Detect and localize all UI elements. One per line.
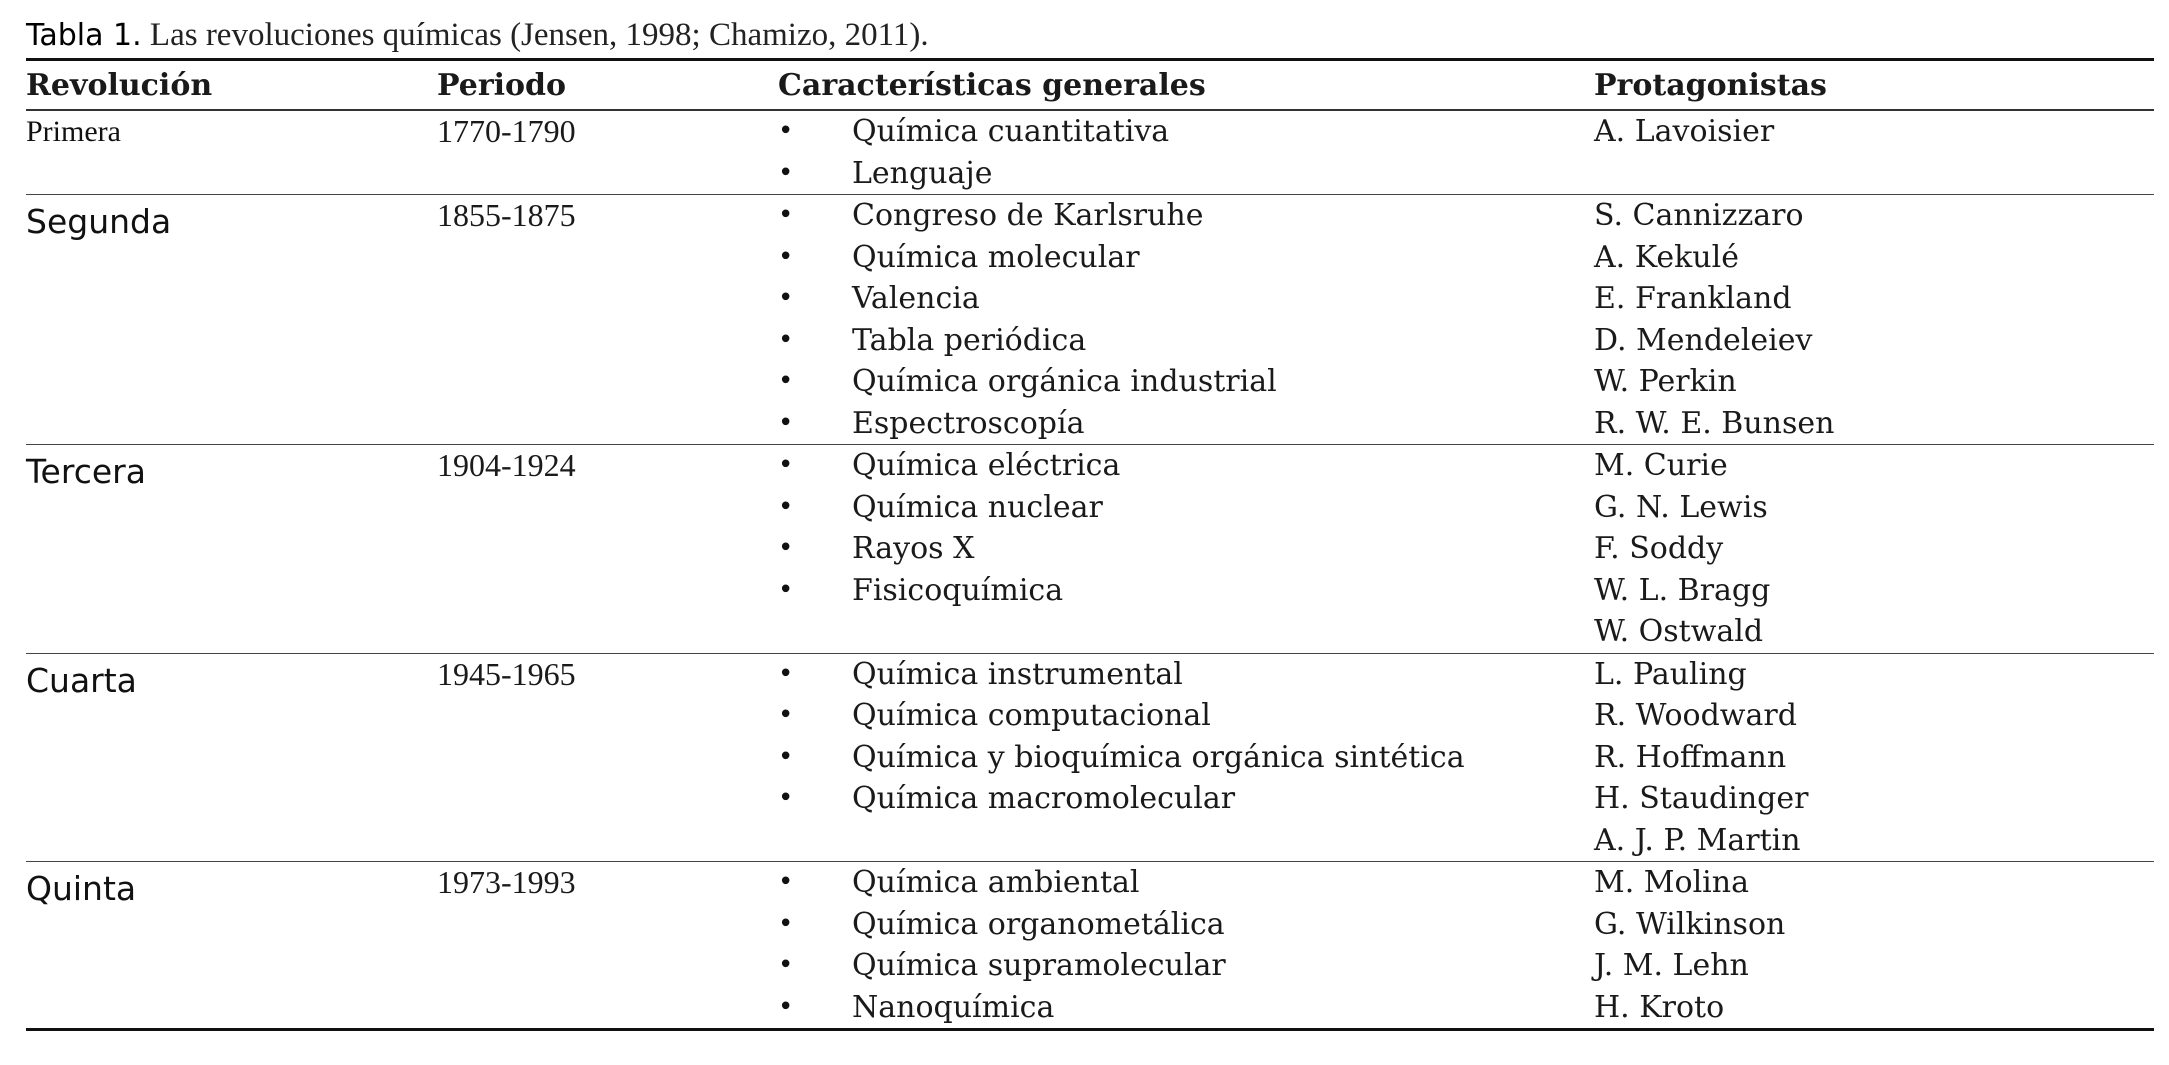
bullet-icon: • xyxy=(778,533,794,563)
header-revolution xyxy=(26,60,437,111)
protagonist-name: J. M. Lehn xyxy=(1594,948,1749,983)
protagonist-name: W. Ostwald xyxy=(1594,614,1764,649)
cell-period xyxy=(437,445,778,654)
cell-protagonists xyxy=(1594,195,2154,445)
cell-revolution xyxy=(26,653,437,862)
caption-label: Tabla 1. xyxy=(26,18,142,53)
protagonist-name: R. Woodward xyxy=(1594,698,1797,733)
revolution-name: Quinta xyxy=(26,869,137,908)
bullet-icon: • xyxy=(778,658,794,689)
cell-period xyxy=(437,110,778,195)
bullet-icon: • xyxy=(778,491,794,522)
protagonist-name: L. Pauling xyxy=(1594,656,1747,692)
protagonist-name: E. Frankland xyxy=(1594,281,1792,316)
feature-item xyxy=(778,487,1594,529)
feature-item xyxy=(778,862,1594,904)
feature-text: Química y bioquímica orgánica sintética xyxy=(852,739,1465,775)
feature-text: Valencia xyxy=(852,281,980,316)
document-page xyxy=(26,12,2154,1031)
cell-protagonists xyxy=(1594,445,2154,654)
features-list xyxy=(778,654,1594,820)
feature-text: Química ambiental xyxy=(852,865,1140,900)
bullet-icon: • xyxy=(778,407,794,438)
cell-features xyxy=(778,195,1594,445)
feature-text: Química supramolecular xyxy=(852,948,1226,983)
bullet-icon: • xyxy=(778,574,794,605)
feature-text: Rayos X xyxy=(852,531,975,566)
cell-period xyxy=(437,195,778,445)
cell-protagonists xyxy=(1594,862,2154,1030)
protagonist-name: W. Perkin xyxy=(1594,364,1737,399)
cell-revolution xyxy=(26,445,437,654)
cell-features xyxy=(778,445,1594,654)
protagonist-name: M. Molina xyxy=(1594,865,1749,900)
header-features xyxy=(778,60,1594,111)
feature-text: Química molecular xyxy=(852,239,1140,275)
protagonists-list xyxy=(1594,111,2154,153)
bullet-icon: • xyxy=(778,783,794,813)
protagonists-list xyxy=(1594,654,2154,862)
feature-text: Química instrumental xyxy=(852,656,1183,692)
table-header xyxy=(26,60,2154,111)
feature-item xyxy=(778,111,1594,153)
header-row xyxy=(26,60,2154,111)
feature-item xyxy=(778,195,1594,237)
table-caption xyxy=(26,12,2154,58)
feature-item xyxy=(778,361,1594,403)
revolutions-table xyxy=(26,58,2154,1031)
period-range: 1945-1965 xyxy=(437,655,576,692)
bullet-icon: • xyxy=(778,157,794,188)
table-row xyxy=(26,445,2154,654)
table-row xyxy=(26,110,2154,195)
protagonist-name: G. N. Lewis xyxy=(1594,489,1768,525)
revolution-name: Primera xyxy=(26,115,121,148)
feature-item xyxy=(778,570,1594,612)
protagonist-name: S. Cannizzaro xyxy=(1594,198,1804,233)
feature-text: Química cuantitativa xyxy=(852,114,1170,149)
feature-text: Congreso de Karlsruhe xyxy=(852,198,1204,233)
features-list xyxy=(778,862,1594,1028)
feature-text: Química organometálica xyxy=(852,906,1225,942)
protagonist-name: G. Wilkinson xyxy=(1594,906,1786,942)
bullet-icon: • xyxy=(778,867,794,897)
feature-text: Nanoquímica xyxy=(852,989,1055,1025)
feature-item xyxy=(778,695,1594,737)
feature-item xyxy=(778,153,1594,195)
feature-text: Lenguaje xyxy=(852,155,993,191)
table-row xyxy=(26,862,2154,1030)
cell-protagonists xyxy=(1594,653,2154,862)
protagonist-name: A. Lavoisier xyxy=(1594,114,1775,149)
cell-features xyxy=(778,653,1594,862)
protagonist-name: H. Kroto xyxy=(1594,989,1725,1025)
bullet-icon: • xyxy=(778,991,794,1022)
feature-item xyxy=(778,904,1594,946)
feature-item xyxy=(778,737,1594,779)
bullet-icon: • xyxy=(778,741,794,772)
header-period xyxy=(437,60,778,111)
cell-revolution xyxy=(26,862,437,1030)
protagonist-name: A. Kekulé xyxy=(1594,239,1739,275)
caption-text: Las revoluciones químicas (Jensen, 1998; Chamizo, 2011). xyxy=(141,17,929,53)
protagonist-name: A. J. P. Martin xyxy=(1594,822,1801,858)
protagonist-name: D. Mendeleiev xyxy=(1594,322,1813,358)
feature-item xyxy=(778,945,1594,987)
protagonist-name: M. Curie xyxy=(1594,448,1728,483)
bullet-icon: • xyxy=(778,950,794,980)
header-protagonists-label: Protagonistas xyxy=(1594,67,1827,103)
protagonists-list xyxy=(1594,195,2154,444)
header-features-label: Características generales xyxy=(778,67,1206,103)
revolution-name: Segunda xyxy=(26,202,172,241)
feature-item xyxy=(778,403,1594,445)
header-period-label: Periodo xyxy=(437,67,567,103)
feature-item xyxy=(778,778,1594,820)
bullet-icon: • xyxy=(778,700,794,730)
feature-text: Espectroscopía xyxy=(852,405,1085,441)
feature-item xyxy=(778,237,1594,279)
cell-revolution xyxy=(26,195,437,445)
cell-features xyxy=(778,862,1594,1030)
table-body xyxy=(26,110,2154,1030)
features-list xyxy=(778,195,1594,444)
features-list xyxy=(778,445,1594,611)
header-revolution-label: Revolución xyxy=(26,67,213,103)
revolution-name: Tercera xyxy=(26,452,146,491)
feature-item xyxy=(778,987,1594,1029)
bullet-icon: • xyxy=(778,116,794,146)
protagonists-list xyxy=(1594,862,2154,1028)
cell-period xyxy=(437,862,778,1030)
bullet-icon: • xyxy=(778,908,794,939)
feature-text: Química computacional xyxy=(852,698,1211,733)
protagonist-name: R. W. E. Bunsen xyxy=(1594,405,1835,441)
feature-text: Fisicoquímica xyxy=(852,572,1064,608)
header-protagonists xyxy=(1594,60,2154,111)
feature-text: Química macromolecular xyxy=(852,781,1236,816)
feature-item xyxy=(778,528,1594,570)
protagonist-name: W. L. Bragg xyxy=(1594,572,1771,608)
feature-text: Química orgánica industrial xyxy=(852,364,1277,399)
bullet-icon: • xyxy=(778,241,794,272)
bullet-icon: • xyxy=(778,283,794,313)
cell-revolution xyxy=(26,110,437,195)
cell-period xyxy=(437,653,778,862)
protagonist-name: F. Soddy xyxy=(1594,531,1724,566)
bullet-icon: • xyxy=(778,366,794,396)
table-row xyxy=(26,195,2154,445)
protagonists-list xyxy=(1594,445,2154,653)
features-list xyxy=(778,111,1594,194)
table-row xyxy=(26,653,2154,862)
cell-protagonists xyxy=(1594,110,2154,195)
bullet-icon: • xyxy=(778,450,794,480)
feature-text: Química nuclear xyxy=(852,489,1103,525)
bullet-icon: • xyxy=(778,200,794,230)
protagonist-name: R. Hoffmann xyxy=(1594,739,1787,775)
bullet-icon: • xyxy=(778,324,794,355)
period-range: 1973-1993 xyxy=(437,864,576,900)
protagonist-name: H. Staudinger xyxy=(1594,781,1809,816)
feature-item xyxy=(778,445,1594,487)
feature-item xyxy=(778,654,1594,696)
feature-item xyxy=(778,278,1594,320)
revolution-name: Cuarta xyxy=(26,660,137,700)
period-range: 1855-1875 xyxy=(437,197,576,233)
feature-item xyxy=(778,320,1594,362)
feature-text: Tabla periódica xyxy=(852,322,1087,358)
feature-text: Química eléctrica xyxy=(852,448,1121,483)
period-range: 1904-1924 xyxy=(437,447,576,483)
cell-features xyxy=(778,110,1594,195)
period-range: 1770-1790 xyxy=(437,113,576,149)
